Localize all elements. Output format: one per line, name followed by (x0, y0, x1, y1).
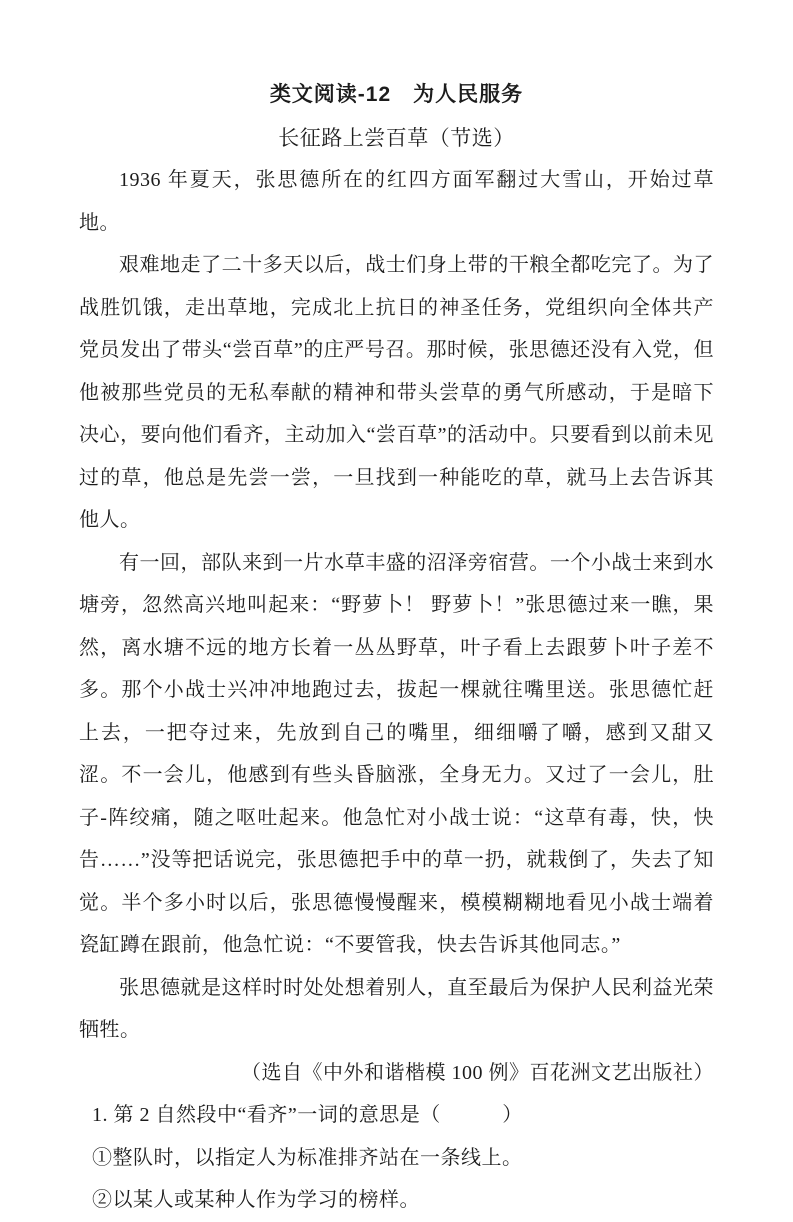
article-paragraph-4: 张思德就是这样时时处处想着别人，直至最后为保护人民利益光荣牺牲。 (79, 976, 714, 1041)
question-1-option-2: ②以某人或某种人作为学习的榜样。 (92, 1189, 420, 1211)
article-subtitle: 长征路上尝百草（节选） (278, 125, 515, 150)
article-paragraph-3: 有一回，部队来到一片水草丰盛的沼泽旁宿营。一个小战士来到水塘旁，忽然高兴地叫起来：“野萝卜！ 野萝卜！”张思德过来一瞧，果然，离水塘不远的地方长着一丛丛野草，叶子看上去跟萝卜叶子差不多。那个小战士兴冲冲地跑过去，拔起一棵就往嘴里送。张思德忙赶上去，一把夺过来，先放到自己的嘴里，细细嚼了嚼，感到又甜又涩。不一会儿，他感到有些头昏脑涨，全身无力。又过了一会儿，肚子-阵绞痛，随之呕吐起来。他急忙对小战士说：“这草有毒，快，快告……”没等把话说完，张思德把手中的草一扔，就栽倒了，失去了知觉。半个多小时以后，张思德慢慢醒来，模模糊糊地看见小战士端着瓷缸蹲在跟前，他急忙说：“不要管我，快去告诉其他同志。” (79, 551, 714, 956)
source-attribution: （选自《中外和谐楷模 100 例》百花洲文艺出版社） (241, 1061, 714, 1084)
article-paragraph-2: 艰难地走了二十多天以后，战士们身上带的干粮全都吃完了。为了战胜饥饿，走出草地，完成北上抗日的神圣任务，党组织向全体共产党员发出了带头“尝百草”的庄严号召。那时候，张思德还没有入党，但他被那些党员的无私奉献的精神和带头尝草的勇气所感动，于是暗下决心，要向他们看齐，主动加入“尝百草”的活动中。只要看到以前未见过的草，他总是先尝一尝，一旦找到一种能吃的草，就马上去告诉其他人。 (79, 254, 714, 531)
page-title: 类文阅读-12 为人民服务 (269, 83, 524, 106)
question-1: 1. 第 2 自然段中“看齐”一词的意思是（ ） (92, 1104, 523, 1126)
article-paragraph-1: 1936 年夏天，张思德所在的红四方面军翻过大雪山，开始过草地。 (79, 169, 714, 234)
question-1-option-1: ①整队时，以指定人为标准排齐站在一条线上。 (92, 1146, 523, 1169)
